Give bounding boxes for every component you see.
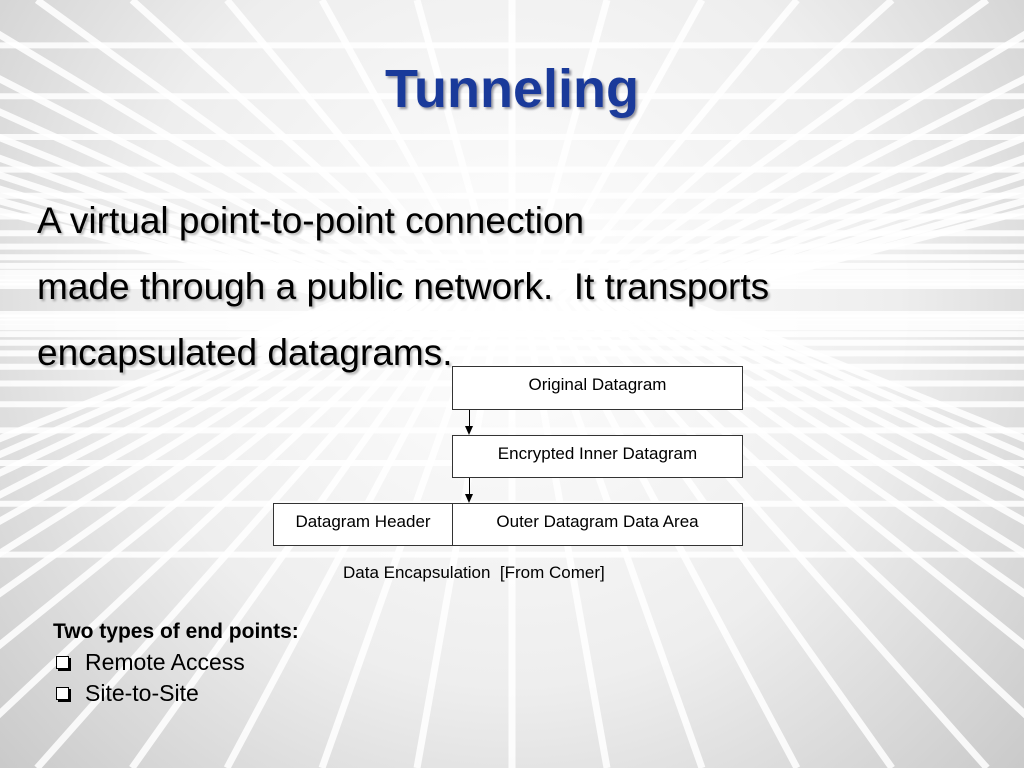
intro-line: encapsulated datagrams. [37,332,453,373]
intro-line: made through a public network. It transports [37,266,770,307]
arrow-down-icon [465,426,473,435]
datagram-header-box: Datagram Header [273,503,453,546]
arrow-line [469,478,470,495]
slide-title: Tunneling [385,59,639,119]
endpoints-heading: Two types of end points: [53,620,299,643]
arrow-line [469,410,470,427]
list-item [53,680,199,707]
list-item [53,649,245,676]
intro-text [37,188,997,386]
checkbox-bullet-icon [56,656,69,669]
checkbox-bullet-icon [56,687,69,700]
original-datagram-box: Original Datagram [452,366,743,410]
arrow-down-icon [465,494,473,503]
diagram-caption: Data Encapsulation [From Comer] [343,563,605,582]
list-item-label: Remote Access [85,649,245,675]
list-item-label: Site-to-Site [85,680,199,706]
encrypted-inner-datagram-box: Encrypted Inner Datagram [452,435,743,478]
intro-line: A virtual point-to-point connection [37,200,585,241]
outer-data-area-box: Outer Datagram Data Area [452,503,743,546]
